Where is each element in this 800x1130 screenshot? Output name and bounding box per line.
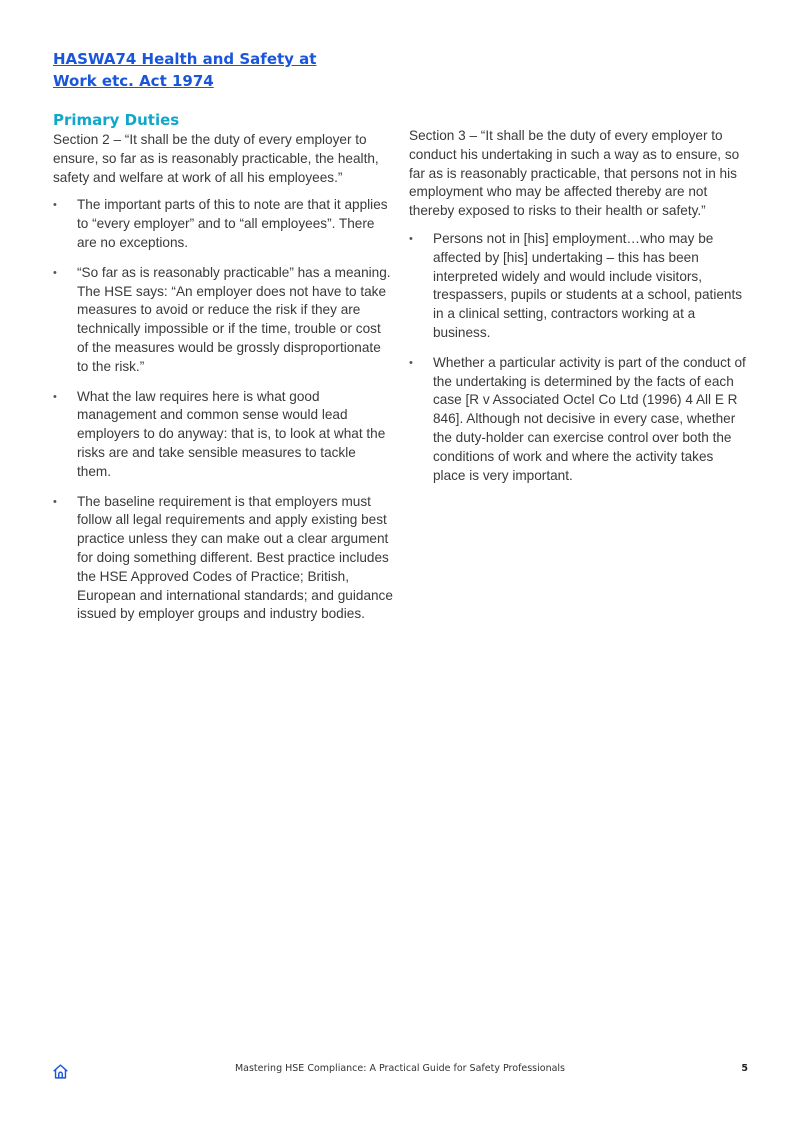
list-item: • What the law requires here is what good management and common sense would lead employers to do anyway: that is, to look at what the risks are and take sensible measures to tackle them. <box>53 388 393 482</box>
list-item: • Persons not in [his] employment…who may be affected by [his] undertaking – this has been interpreted widely and would include visitors, trespassers, pupils or students at a school, patients in a clinical setting, contractors working at a business. <box>409 230 749 343</box>
section-2-intro: Section 2 – “It shall be the duty of every employer to ensure, so far as is reasonably practicable, the health, safety and welfare at work of all his employees.” <box>53 132 379 185</box>
right-bullet-list <box>409 230 749 485</box>
document-title-link[interactable]: HASWA74 Health and Safety at Work etc. Act 1974 <box>53 50 317 90</box>
left-bullet-list <box>53 196 393 624</box>
list-item: • The important parts of this to note are that it applies to “every employer” and to “all employees”. There are no exceptions. <box>53 196 393 252</box>
page-number: 5 <box>741 1063 748 1074</box>
list-item: • Whether a particular activity is part of the conduct of the undertaking is determined by the facts of each case [R v Associated Octel Co Ltd (1996) 4 All E R 846]. Although not decisive in every case, whether the duty-holder can exercise control over both the conditions of work and where the activity takes place is very important. <box>409 354 749 486</box>
footer-guide-title: Mastering HSE Compliance: A Practical Guide for Safety Professionals <box>234 1063 566 1074</box>
page-footer <box>0 1060 800 1084</box>
section-heading-primary-duties: Primary Duties <box>53 111 180 129</box>
section-3-intro: Section 3 – “It shall be the duty of every employer to conduct his undertaking in such a way as to ensure, so far as is reasonably practicable, that persons not in his employment who may be affected thereby are not thereby exposed to risks to their health or safety.” <box>409 128 740 219</box>
list-item: • The baseline requirement is that employers must follow all legal requirements and apply existing best practice unless they can make out a clear argument for doing something different. Best practice includes the HSE Approved Codes of Practice; British, European and international standards; and guidance issued by employer groups and industry bodies. <box>53 493 393 625</box>
left-column <box>53 111 393 635</box>
right-column <box>409 127 749 496</box>
list-item: • “So far as is reasonably practicable” has a meaning. The HSE says: “An employer does not have to take measures to avoid or reduce the risk if they are technically impossible or if the time, trouble or cost of the measures would be grossly disproportionate to the risk.” <box>53 264 393 377</box>
